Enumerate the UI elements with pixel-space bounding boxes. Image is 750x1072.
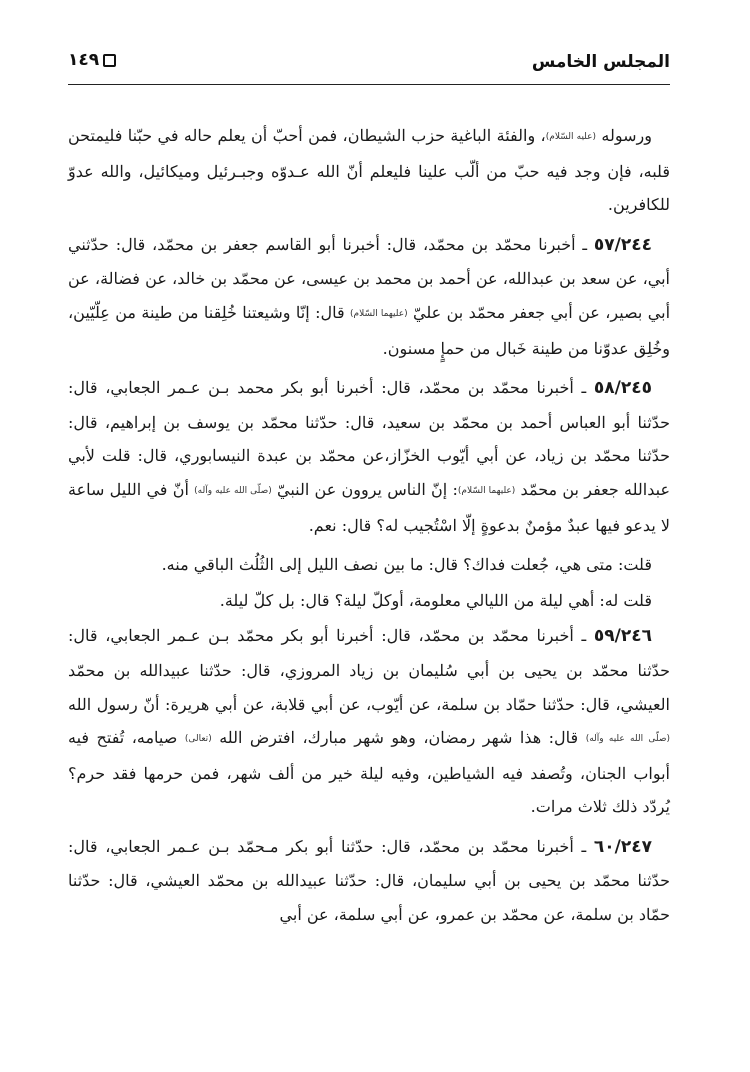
dialogue-line <box>68 548 670 582</box>
honorific-formula: (عليهما السّلام) <box>350 308 408 319</box>
hadith-paragraph <box>68 371 670 542</box>
hadith-number: ٥٩/٢٤٦ <box>593 626 652 647</box>
honorific-formula: (صلّى الله عليه وآله) <box>585 734 670 745</box>
honorific-formula: (تعالى) <box>184 734 212 745</box>
honorific-formula: (عليهما السّلام) <box>457 485 516 496</box>
text-run: ، والفئة الباغية حزب الشيطان، فمن أحبّ أن يعلم حاله في حبّنا فليمتحن قلبه، فإن وجد فيه حبّ من ألّب علينا فليعلم أنّ الله عـدوّه وجبـرئيل وميكائيل، والله عدوّ للكافرين. <box>68 126 671 215</box>
dialogue-line <box>68 584 670 618</box>
text-run: ورسوله <box>596 126 652 145</box>
hadith-number: ٥٧/٢٤٤ <box>593 234 652 255</box>
page-number-box <box>68 50 116 70</box>
text-run: أنّ في الليل ساعة لا يدعو فيها عبدٌ مؤمنٌ بدعوةٍ إلّا اسْتُجيب له؟ قال: نعم. <box>68 479 670 535</box>
text-run: قال: هذا شهر رمضان، وهو شهر مبارك، افترض الله <box>211 728 586 748</box>
running-title: المجلس الخامس <box>531 52 670 72</box>
body-text <box>68 119 670 932</box>
text-run: ـ أخبرنا محمّد بن محمّد، قال: أخبرنا أبو القاسم جعفر بن محمّد، قال: حدّثني أبي، عن سعد بن عبدالله، عن أحمد بن محمد بن عيسى، عن محمّد بن خالد، عن فضالة، عن أبي بصير، عن أبي جعفر محمّد بن عليّ <box>68 234 671 322</box>
book-page <box>68 44 670 1054</box>
hadith-number: ٥٨/٢٤٥ <box>593 378 652 399</box>
text-run: قلت: متى هي، جُعلت فداك؟ قال: ما بين نصف الليل إلى الثُلُث الباقي منه. <box>161 555 652 575</box>
hadith-paragraph <box>68 619 670 824</box>
hadith-number: ٦٠/٢٤٧ <box>593 836 652 857</box>
text-run: ـ أخبرنا محمّد بن محمّد، قال: أخبرنا أبو بكر محمد بـن عـمر الجعابي، قال: حدّثنا أبو العباس أحمد بن محمّد بن سعيد، قال: حدّثنا محمّد بن يوسف بن إبراهيم، قال: حدّثنا محمّد بن زياد، عن أبي أيّوب الخزّاز،عن محمّد بن عبدة النيسابوري، قال: قلت لأبي عبدالله جعفر بن محمّد <box>68 378 670 499</box>
text-run: صيامه، تُفتح فيه أبواب الجنان، وتُصفد فيه الشياطين، وفيه ليلة خير من ألف شهر، فمن حرمها فقد حرم؟ يُردّد ذلك ثلاث مرات. <box>68 728 670 817</box>
hadith-paragraph <box>68 119 670 222</box>
honorific-formula: (صلّى الله عليه وآله) <box>194 485 272 496</box>
page-number: ١٤٩ <box>68 50 100 70</box>
page-box-icon <box>103 54 116 67</box>
text-run: : إنّ الناس يروون عن النبيّ <box>271 479 458 499</box>
honorific-formula: (عليه السّلام) <box>545 132 597 142</box>
text-run: قال: إنّا وشيعتنا خُلِقنا من طينة من عِلّيّين، وخُلِق عدوّنا من طينة خَبال من حمإٍ مسنون. <box>68 302 670 358</box>
text-run: ـ أخبرنا محمّد بن محمّد، قال: حدّثنا أبو بكر مـحمّد بـن عـمر الجعابي، قال: حدّثنا محمّد بن يحيى بن أبي سليمان، قال: حدّثنا عبيدالله بن محمّد العيشي، قال: حدّثنا حمّاد بن سلمة، عن محمّد بن عمرو، عن أبي سلمة، عن أبي <box>68 836 670 925</box>
page-header <box>68 44 670 85</box>
text-run: قلت له: أهي ليلة من الليالي معلومة، أوكلّ ليلة؟ قال: بل كلّ ليلة. <box>219 590 652 610</box>
text-run: ـ أخبرنا محمّد بن محمّد، قال: أخبرنا أبو بكر محمّد بـن عـمر الجعابي، قال: حدّثنا محمّد بن يحيى بن أبي سُليمان بن زياد المروزي، قال: حدّثنا عبيدالله بن محمّد العيشي، قال: حدّثنا حمّاد بن سلمة، عن أيّوب، عن أبي قلابة، عن أبي هريرة: أنّ رسول الله <box>68 626 670 714</box>
hadith-paragraph <box>68 228 670 365</box>
hadith-paragraph <box>68 830 670 932</box>
